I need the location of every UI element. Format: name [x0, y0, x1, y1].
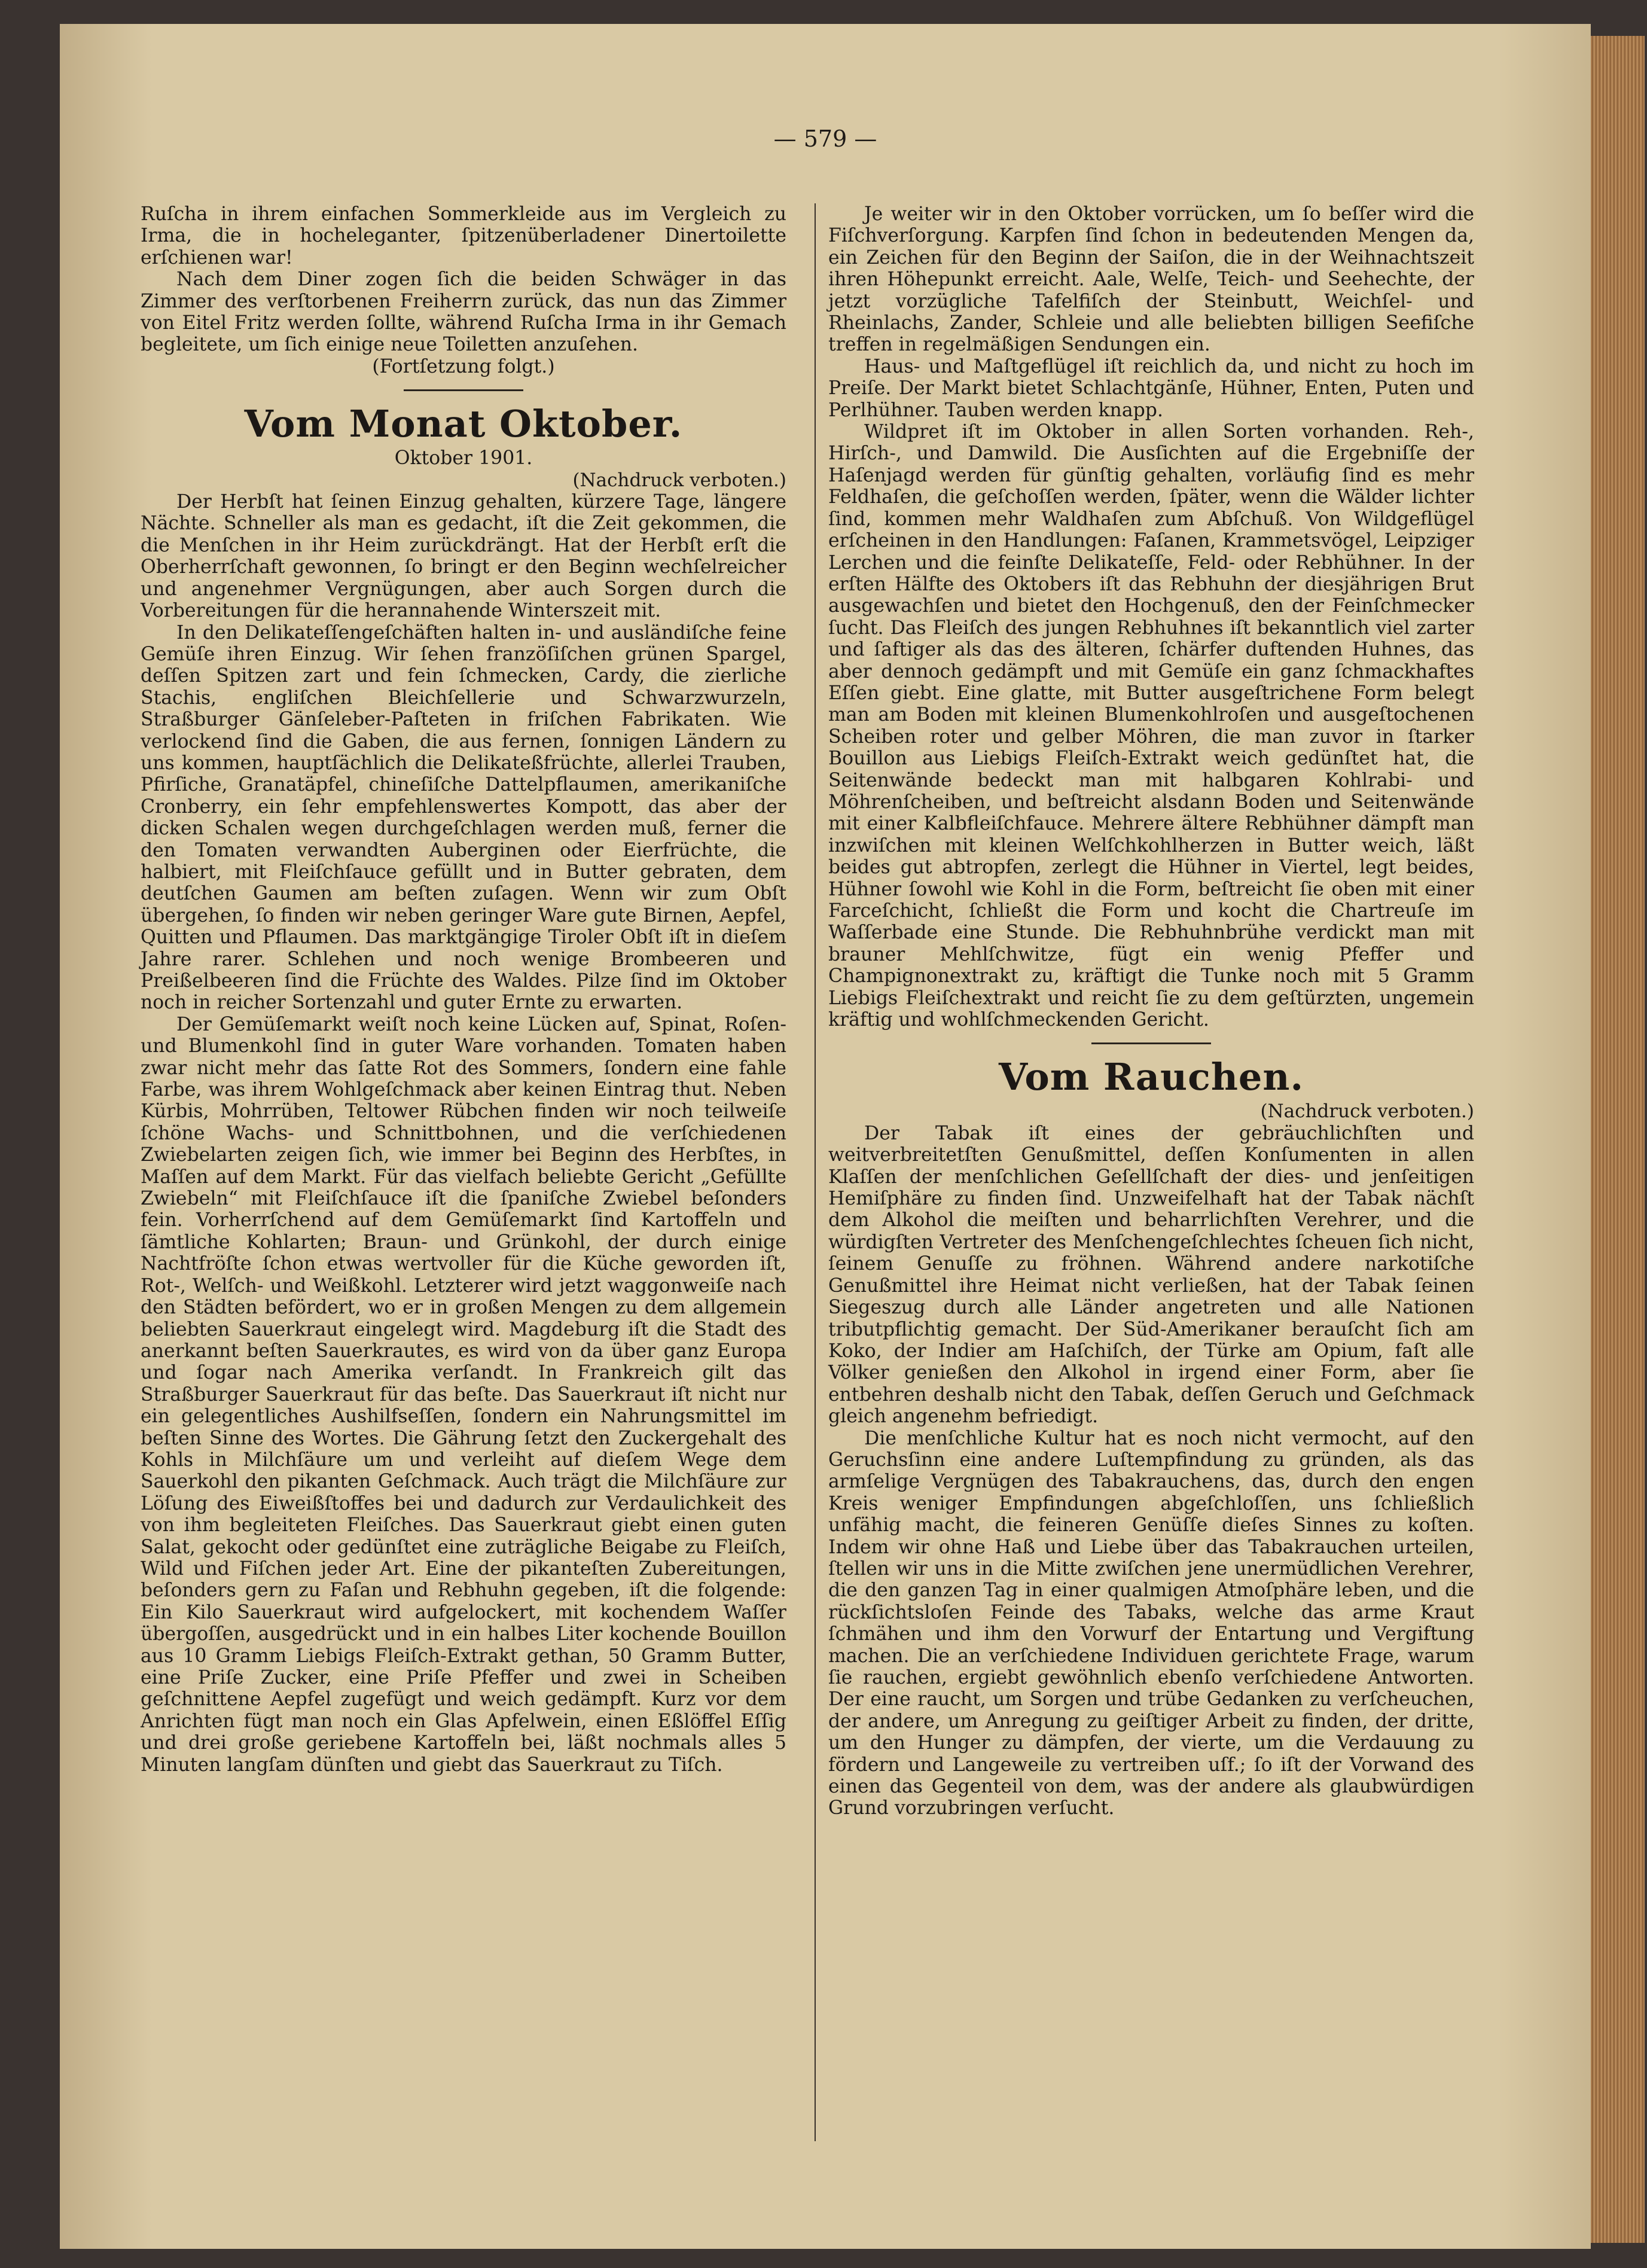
left-column	[141, 203, 786, 1776]
reprint-notice: (Nachdruck verboten.)	[1260, 1101, 1474, 1123]
article-paragraph: Der Gemüſemarkt weiſt noch keine Lücken auf, Spinat, Roſen- und Blumenkohl ſind in guter Ware vorhanden. Tomaten haben zwar nicht mehr das ſatte Rot des Sommers, ſondern eine fahle Farbe, was ihrem Wohlgeſchmack aber keinen Eintrag thut. Neben Kürbis, Mohrrüben, Teltower Rübchen finden wir noch teilweiſe ſchöne Wachs- und Schnittbohnen, und die verſchiedenen Zwiebelarten zeigen ſich, wie immer bei Beginn des Herbſtes, in Maſſen auf dem Markt. Für das vielfach beliebte Gericht „Gefüllte Zwiebeln“ mit Fleiſchſauce iſt die ſpaniſche Zwiebel beſonders fein. Vorherrſchend auf dem Gemüſemarkt ſind Kartoffeln und ſämtliche Kohlarten; Braun- und Grünkohl, der durch einige Nachtfröſte ſchon etwas wertvoller für die Küche geworden iſt, Rot-, Welſch- und Weißkohl. Letzterer wird jetzt waggonweiſe nach den Städten befördert, wo er in großen Mengen zu dem allgemein beliebten Sauerkraut eingelegt wird. Magdeburg iſt die Stadt des anerkannt beſten Sauerkrautes, es wird von da über ganz Europa und ſogar nach Amerika verſandt. In Frankreich gilt das Straßburger Sauerkraut für das beſte. Das Sauerkraut iſt nicht nur ein gelegentliches Aushilfseſſen, ſondern ein Nahrungsmittel im beſten Sinne des Wortes. Die Gährung ſetzt den Zuckergehalt des Kohls in Milchſäure um und verleiht auf dieſem Wege dem Sauerkohl den pikanten Geſchmack. Auch trägt die Milchſäure zur Löſung des Eiweißſtoffes bei und dadurch zur Verdaulichkeit des von ihm begleiteten Fleiſches. Das Sauerkraut giebt einen guten Salat, gekocht oder gedünſtet eine zuträgliche Beigabe zu Fleiſch, Wild und Fiſchen jeder Art. Eine der pikanteſten Zubereitungen, beſonders gern zu Faſan und Rebhuhn gegeben, iſt die folgende: Ein Kilo Sauerkraut wird aufgelockert, mit kochendem Waſſer übergoſſen, ausgedrückt und in ein halbes Liter kochende Bouillon aus 10 Gramm Liebigs Fleiſch-Extrakt gethan, 50 Gramm Butter, eine Priſe Zucker, eine Priſe Pfeffer und zwei in Scheiben geſchnittene Aepfel zugefügt und weich gedämpft. Kurz vor dem Anrichten fügt man noch ein Glas Apfelwein, einen Eßlöffel Eſſig und drei große geriebene Kartoffeln bei, läßt nochmals alles 5 Minuten langſam dünſten und giebt das Sauerkraut zu Tiſch.	[141, 1013, 786, 1776]
section-divider	[1091, 1042, 1211, 1044]
continuation-paragraph: Nach dem Diner zogen ſich die beiden Schwäger in das Zimmer des verſtorbenen Freiherrn zurück, das nun das Zimmer von Eitel Fritz werden ſollte, während Ruſcha Irma in ihr Gemach begleitete, um ſich einige neue Toiletten anzuſehen.	[141, 269, 786, 356]
article-paragraph: In den Delikateſſengeſchäften halten in- und ausländiſche feine Gemüſe ihren Einzug. Wir ſehen franzöſiſchen grünen Spargel, deſſen Spitzen zart und fein ſchmecken, Cardy, die zierliche Stachis, engliſchen Bleichſellerie und Schwarzwurzeln, Straßburger Gänſeleber-Paſteten in friſchen Fabrikaten. Wie verlockend ſind die Gaben, die aus fernen, ſonnigen Ländern zu uns kommen, hauptſächlich die Delikateßfrüchte, allerlei Trauben, Pfirſiche, Granatäpfel, chineſiſche Dattelpflaumen, amerikaniſche Cronberry, ein ſehr empfehlenswertes Kompott, das aber der dicken Schalen wegen durchgeſchlagen werden muß, ferner die den Tomaten verwandten Auberginen oder Eierfrüchte, die halbiert, mit Fleiſchſauce gefüllt und in Butter gebraten, dem deutſchen Gaumen am beſten zuſagen. Wenn wir zum Obſt übergehen, ſo finden wir neben geringer Ware gute Birnen, Aepfel, Quitten und Pflaumen. Das marktgängige Tiroler Obſt iſt in dieſem Jahre rarer. Schlehen und noch wenige Brombeeren und Preißelbeeren ſind die Früchte des Waldes. Pilze ſind im Oktober noch in reicher Sortenzahl und guter Ernte zu erwarten.	[141, 621, 786, 1014]
article-paragraph: Je weiter wir in den Oktober vorrücken, um ſo beſſer wird die Fiſchverſorgung. Karpfen ſind ſchon in bedeutenden Mengen da, ein Zeichen für den Beginn der Saiſon, die in der Weihnachtszeit ihren Höhepunkt erreicht. Aale, Welſe, Teich- und Seehechte, der jetzt vorzügliche Tafelfiſch der Steinbutt, Weichſel- und Rheinlachs, Zander, Schleie und alle beliebten billigen Seefiſche treffen in regelmäßigen Sendungen ein.	[828, 203, 1474, 356]
continued-note: (Fortſetzung folgt.)	[372, 355, 555, 377]
page-edge-stack	[1591, 36, 1645, 2243]
article-paragraph: Der Tabak iſt eines der gebräuchlichſten und weitverbreitetſten Genußmittel, deſſen Konſumenten in allen Klaſſen der menſchlichen Geſellſchaft der dies- und jenſeitigen Hemiſphäre zu finden ſind. Unzweifelhaft hat der Tabak nächſt dem Alkohol die meiſten und beharrlichſten Verehrer, und die würdigſten Vertreter des Menſchengeſchlechtes ſcheuen ſich nicht, ſeinem Genuſſe zu fröhnen. Während andere narkotiſche Genußmittel ihre Heimat nicht verließen, hat der Tabak ſeinen Siegeszug durch alle Länder angetreten und alle Nationen tributpflichtig gemacht. Der Süd-Amerikaner berauſcht ſich am Koko, der Indier am Haſchiſch, der Türke am Opium, faſt alle Völker genießen den Alkohol in irgend einer Form, aber ſie entbehren deshalb nicht den Tabak, deſſen Geruch und Geſchmack gleich angenehm befriedigt.	[828, 1122, 1474, 1428]
article-paragraph: Haus- und Maſtgeflügel iſt reichlich da, und nicht zu hoch im Preiſe. Der Markt bietet Schlachtgänſe, Hühner, Enten, Puten und Perlhühner. Tauben werden knapp.	[828, 355, 1474, 421]
newspaper-page	[60, 24, 1591, 2249]
continuation-paragraph: Ruſcha in ihrem einfachen Sommerkleide aus im Vergleich zu Irma, die in hocheleganter, ſpitzenüberladener Dinertoilette erſchienen war!	[141, 203, 786, 269]
reprint-notice: (Nachdruck verboten.)	[572, 469, 786, 491]
right-column	[828, 203, 1474, 1819]
article-title-rauchen: Vom Rauchen.	[998, 1055, 1304, 1099]
article-title-oktober: Vom Monat Oktober.	[244, 402, 683, 446]
page-number: — 579 —	[773, 126, 877, 152]
section-divider	[404, 389, 523, 391]
article-paragraph: Wildpret iſt im Oktober in allen Sorten vorhanden. Reh-, Hirſch-, und Damwild. Die Ausſichten auf die Ergebniſſe der Haſenjagd werden für günſtig gehalten, vorläufig ſind es mehr Feldhaſen, die geſchoſſen werden, ſpäter, wenn die Wälder lichter ſind, kommen mehr Waldhaſen zum Abſchuß. Von Wildgeflügel erſcheinen in den Handlungen: Faſanen, Krammetsvögel, Leipziger Lerchen und die feinſte Delikateſſe, Feld- oder Rebhühner. In der erſten Hälfte des Oktobers iſt das Rebhuhn der diesjährigen Brut ausgewachſen und bietet den Hochgenuß, den der Feinſchmecker ſucht. Das Fleiſch des jungen Rebhuhnes iſt bekanntlich viel zarter und ſaftiger als das des älteren, ſchärfer duftenden Huhnes, das aber dennoch gedämpft und mit Gemüſe ein ganz ſchmackhaftes Eſſen giebt. Eine glatte, mit Butter ausgeſtrichene Form belegt man am Boden mit kleinen Blumenkohlroſen und ausgeſtochenen Scheiben roter und gelber Möhren, die man zuvor in ſtarker Bouillon aus Liebigs Fleiſch-Extrakt weich gedünſtet hat, die Seitenwände bedeckt man mit halbgaren Kohlrabi- und Möhrenſcheiben, und beſtreicht alsdann Boden und Seitenwände mit einer Kalbfleiſchfauce. Mehrere ältere Rebhühner dämpft man inzwiſchen mit kleinen Welſchkohlherzen in Butter weich, läßt beides gut abtropfen, zerlegt die Hühner in Viertel, legt beides, Hühner ſowohl wie Kohl in die Form, beſtreicht ſie oben mit einer Farceſchicht, ſchließt die Form und kocht die Chartreuſe im Waſſerbade eine Stunde. Die Rebhuhnbrühe verdickt man mit brauner Mehlſchwitze, fügt ein wenig Pfeffer und Champignonextrakt zu, kräftigt die Tunke noch mit 5 Gramm Liebigs Fleiſchextrakt und reicht ſie zu dem geſtürzten, ungemein kräftig und wohlſchmeckenden Gericht.	[828, 421, 1474, 1031]
column-rule	[815, 203, 816, 2141]
article-paragraph: Der Herbſt hat ſeinen Einzug gehalten, kürzere Tage, längere Nächte. Schneller als man es gedacht, iſt die Zeit gekommen, die die Menſchen in ihr Heim zurückdrängt. Hat der Herbſt erſt die Oberherrſchaft gewonnen, ſo bringt er den Beginn wechſelreicher und angenehmer Vergnügungen, aber auch Sorgen durch die Vorbereitungen für die herannahende Winterszeit mit.	[141, 491, 786, 622]
article-date: Oktober 1901.	[394, 447, 533, 470]
article-paragraph: Die menſchliche Kultur hat es noch nicht vermocht, auf den Geruchsſinn eine andere Luſtempfindung zu gründen, als das armſelige Vergnügen des Tabakrauchens, das, durch den engen Kreis weniger Empfindungen abgeſchloſſen, uns ſchließlich unfähig macht, die feineren Genüſſe dieſes Sinnes zu koſten. Indem wir ohne Haß und Liebe über das Tabakrauchen urteilen, ſtellen wir uns in die Mitte zwiſchen jene unermüdlichen Verehrer, die den ganzen Tag in einer qualmigen Atmoſphäre leben, und die rückſichtsloſen Feinde des Tabaks, welche das arme Kraut ſchmähen und ihm den Vorwurf der Entartung und Vergiftung machen. Die an verſchiedene Individuen gerichtete Frage, warum ſie rauchen, ergiebt gewöhnlich ebenſo verſchiedene Antworten. Der eine raucht, um Sorgen und trübe Gedanken zu verſcheuchen, der andere, um Anregung zu geiſtiger Arbeit zu finden, der dritte, um den Hunger zu dämpfen, der vierte, um die Verdauung zu fördern und Langeweile zu vertreiben uſf.; ſo iſt der Vorwand des einen das Gegenteil von dem, was der andere als glaubwürdigen Grund vorzubringen verſucht.	[828, 1427, 1474, 1819]
